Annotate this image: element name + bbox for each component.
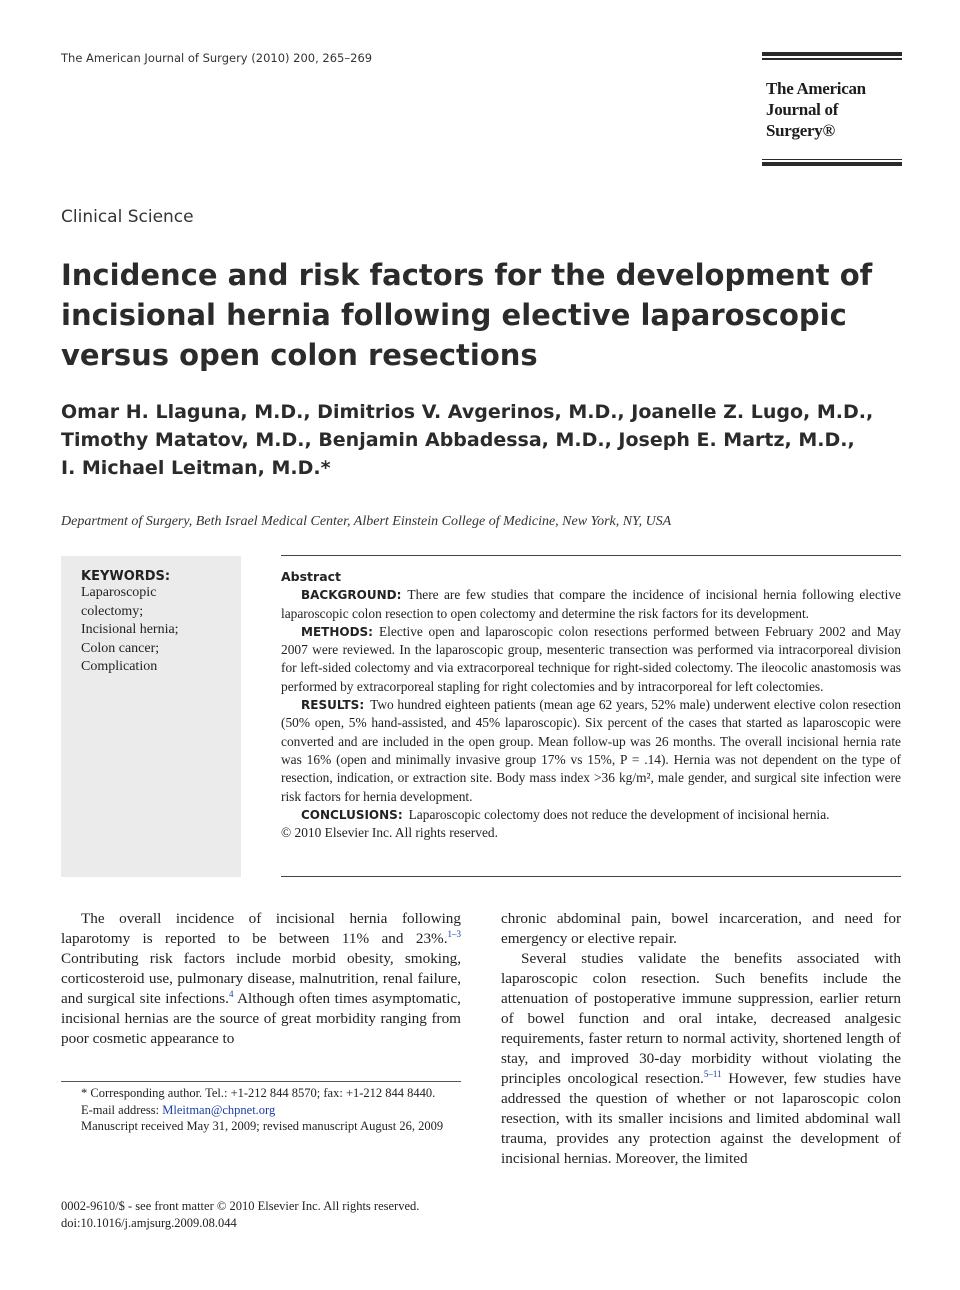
keywords-heading: KEYWORDS: (81, 569, 171, 584)
conclusions-label: CONCLUSIONS: (301, 807, 403, 822)
keyword-item: Laparoscopic (81, 585, 157, 600)
abstract-heading: Abstract (281, 569, 342, 584)
logo-rule-bottom (762, 162, 902, 166)
author-line: Omar H. Llaguna, M.D., Dimitrios V. Avgerinos, M.D., Joanelle Z. Lugo, M.D., (61, 401, 874, 423)
logo-rule-top-thin (762, 58, 902, 60)
reference-link[interactable]: 5–11 (703, 1068, 722, 1079)
methods-text: Elective open and laparoscopic colon resections performed between February 2002 and May 2007 were reviewed. In the laparoscopic group, mesenteric transection was performed via intracorporeal division for left-sided colectomy and via extracorporeal technique for right-sided colectomy. The ileocolic anastomosis was performed by extracorporeal stapling for right colectomies and by intracorporeal for left colectomies. (281, 623, 901, 694)
body-column-right (501, 909, 901, 1169)
logo-rule-bottom-thin (762, 159, 902, 161)
abstract-conclusions (281, 806, 901, 824)
logo-text (766, 78, 902, 141)
logo-line-1: The American (766, 78, 866, 98)
footnotes (61, 1085, 461, 1135)
logo-rule-top (762, 52, 902, 56)
footnote-rule (61, 1081, 461, 1082)
author-list (61, 398, 901, 482)
results-label: RESULTS: (301, 698, 365, 713)
body-text: Contributing risk factors include morbid obesity, smoking, corticosteroid use, pulmonary disease, malnutrition, renal failure, and surgical site infections. (61, 950, 461, 1007)
author-line: Timothy Matatov, M.D., Benjamin Abbadessa, M.D., Joseph E. Martz, M.D., (61, 429, 855, 451)
conclusions-text: Laparoscopic colectomy does not reduce the development of incisional hernia. (408, 806, 830, 822)
issn-line: 0002-9610/$ - see front matter © 2010 Elsevier Inc. All rights reserved. (61, 1199, 420, 1213)
abstract-methods (281, 623, 901, 696)
email-link[interactable]: Mleitman@chpnet.org (162, 1102, 276, 1117)
section-label: Clinical Science (61, 207, 194, 227)
body-text: Several studies validate the benefits associated with laparoscopic colon resection. Such benefits include the attenuation of postoperative immune suppression, earlier return of bowel function and oral intake, decreased analgesic requirements, faster return to normal activity, shortened length of stay, and improved 30-day morbidity without violating the principles oncological resection. (501, 950, 901, 1087)
keyword-item: Incisional hernia; (81, 622, 179, 637)
background-label: BACKGROUND: (301, 588, 402, 603)
body-paragraph (501, 949, 901, 1169)
body-text: Although often times asymptomatic, incisional hernias are the source of great morbidity ranging from poor cosmetic appearance to (61, 990, 461, 1047)
background-text: There are few studies that compare the incidence of incisional hernia following elective laparoscopic colon resection to open colectomy and determine the risk factors for its development. (281, 587, 901, 621)
email-note (61, 1102, 461, 1119)
reference-link[interactable]: 4 (228, 988, 234, 999)
keyword-item: colectomy; (81, 603, 144, 619)
keyword-item: Complication (81, 659, 158, 674)
journal-logo (762, 52, 902, 166)
body-paragraph: chronic abdominal pain, bowel incarceration, and need for emergency or elective repair. (501, 910, 901, 947)
issn-block (61, 1198, 419, 1232)
affiliation: Department of Surgery, Beth Israel Medical Center, Albert Einstein College of Medicine, New York, NY, USA (61, 514, 672, 529)
body-text: However, few studies have addressed the question of whether or not laparoscopic colon resection, with its smaller incisions and limited abdominal wall trauma, provides any protection against the development of incisional hernias. Moreover, the limited (501, 1070, 901, 1167)
body-column-left (61, 909, 461, 1049)
doi-line[interactable]: doi:10.1016/j.amjsurg.2009.08.044 (61, 1216, 237, 1230)
corresponding-author-note: * Corresponding author. Tel.: +1-212 844 8570; fax: +1-212 844 8440. (81, 1086, 436, 1100)
article-title: Incidence and risk factors for the development of incisional hernia following elective laparoscopic versus open colon resections (61, 258, 873, 372)
keywords-box (61, 556, 241, 877)
abstract-results (281, 696, 901, 806)
abstract-rule-top (281, 555, 901, 556)
author-line: I. Michael Leitman, M.D.* (61, 457, 331, 479)
reference-link[interactable]: 1–3 (447, 928, 461, 939)
body-paragraph (61, 909, 461, 1049)
keyword-item: Colon cancer; (81, 640, 160, 656)
abstract (281, 568, 901, 842)
email-label: E-mail address: (81, 1102, 163, 1117)
results-text: Two hundred eighteen patients (mean age 62 years, 52% male) underwent elective colon resection (50% open, 5% hand-assisted, and 45% laparoscopic). Six percent of the cases that started as laparoscopic were converted and are included in the open group. Mean follow-up was 26 months. The overall incisional hernia rate was 16% (open and minimally invasive group 17% vs 15%, P = .14). Hernia was not dependent on the type of resection, indication, or extraction site. Body mass index >36 kg/m², male gender, and surgical site infection were risk factors for hernia development. (281, 697, 901, 804)
methods-label: METHODS: (301, 624, 373, 639)
abstract-copyright: © 2010 Elsevier Inc. All rights reserved. (281, 825, 498, 841)
abstract-rule-bottom (281, 876, 901, 877)
journal-citation: The American Journal of Surgery (2010) 200, 265–269 (61, 51, 373, 65)
abstract-background (281, 586, 901, 623)
manuscript-dates: Manuscript received May 31, 2009; revised manuscript August 26, 2009 (81, 1119, 444, 1134)
body-text: The overall incidence of incisional hernia following laparotomy is reported to be between 11% and 23%. (61, 910, 461, 947)
logo-line-2: Journal of Surgery® (766, 99, 839, 140)
